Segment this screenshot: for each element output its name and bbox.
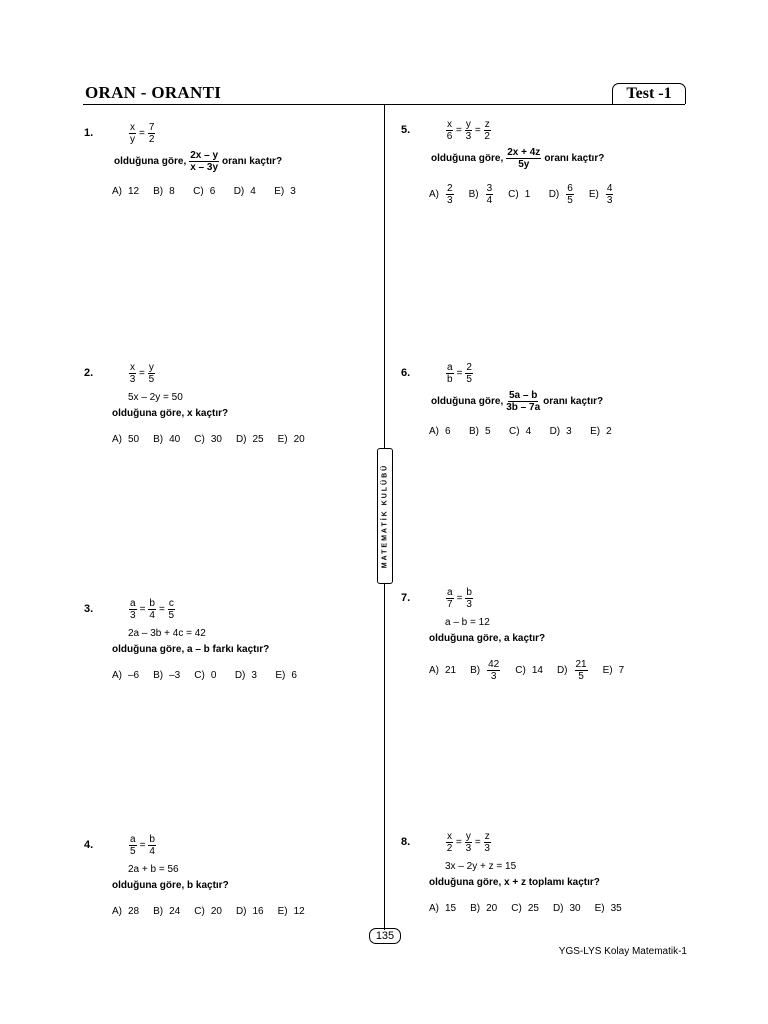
option-value: 20 (210, 906, 222, 917)
prompt-suffix: oranı kaçtır? (222, 156, 283, 167)
fraction-denominator: 5 (148, 374, 155, 385)
fraction-numerator: x (447, 119, 452, 130)
fraction-numerator: 6 (567, 183, 573, 194)
option-value: 16 (252, 906, 264, 917)
footer-text: YGS-LYS Kolay Matematik-1 (558, 946, 687, 957)
answer-option-b[interactable] (469, 183, 495, 206)
fraction (506, 147, 541, 170)
fraction-numerator: x (130, 362, 135, 373)
equals-sign: = (474, 837, 481, 849)
option-label: E) (277, 906, 288, 917)
answer-option-e[interactable] (274, 186, 300, 197)
option-label: D) (234, 670, 246, 681)
answer-option-e[interactable] (595, 903, 622, 914)
question-number: 5. (401, 124, 411, 136)
option-label: A) (429, 426, 439, 437)
test-badge: Test -1 (612, 83, 686, 104)
given-ratio (445, 587, 474, 610)
fraction-numerator: a (447, 587, 453, 598)
fraction (446, 587, 454, 610)
answer-option-d[interactable] (236, 906, 264, 917)
fraction (148, 122, 156, 145)
fraction-denominator: 4 (486, 195, 493, 206)
answer-option-b[interactable] (153, 670, 180, 681)
fraction-numerator: 2x + 4z (507, 147, 541, 158)
page-title: ORAN - ORANTI (85, 83, 222, 102)
answer-option-a[interactable] (429, 659, 456, 682)
answer-option-c[interactable] (509, 426, 536, 437)
question-2 (84, 362, 374, 472)
prompt-text: olduğuna göre, a kaçtır? (429, 633, 546, 644)
option-label: A) (429, 665, 439, 676)
equals-sign: = (139, 128, 145, 140)
fraction-numerator: x (130, 122, 135, 133)
option-value: 28 (128, 906, 140, 917)
option-value: 24 (169, 906, 181, 917)
option-label: B) (470, 903, 481, 914)
answer-option-b[interactable] (153, 906, 180, 917)
answer-option-a[interactable] (429, 426, 455, 437)
fraction-denominator: 6 (446, 131, 453, 142)
fraction (446, 183, 454, 206)
given-ratio (445, 119, 492, 142)
fraction (168, 598, 175, 621)
fraction (465, 587, 473, 610)
option-value: –6 (128, 670, 140, 681)
given-equation: 2a – 3b + 4c = 42 (128, 628, 206, 639)
question-number: 4. (84, 839, 94, 851)
answer-option-b[interactable] (469, 426, 495, 437)
option-value: 6 (209, 186, 216, 197)
fraction (446, 362, 454, 385)
fraction (129, 834, 137, 857)
given-ratio (128, 362, 156, 385)
answer-option-d[interactable] (550, 426, 577, 437)
fraction-denominator: 3 (447, 195, 453, 206)
fraction-numerator: 2 (466, 362, 472, 373)
question-prompt (429, 390, 605, 413)
fraction-numerator: 42 (488, 659, 500, 670)
fraction (148, 834, 156, 857)
option-value: 0 (210, 670, 217, 681)
answer-option-a[interactable] (429, 903, 456, 914)
equals-sign: = (139, 368, 145, 380)
fraction-denominator: 2 (446, 843, 453, 854)
fraction-denominator: 3 (484, 843, 490, 854)
fraction-numerator: a (130, 834, 136, 845)
fraction (446, 119, 453, 142)
answer-option-c[interactable] (515, 659, 543, 682)
option-value: 14 (531, 665, 543, 676)
answer-options (429, 426, 630, 437)
option-value: 7 (618, 665, 625, 676)
given-ratio (445, 362, 474, 385)
fraction (606, 183, 614, 206)
fraction (129, 598, 137, 621)
answer-option-b[interactable] (470, 903, 497, 914)
question-number: 3. (84, 603, 94, 615)
option-label: C) (515, 665, 526, 676)
given-equation: 3x – 2y + z = 15 (445, 861, 517, 872)
option-label: D) (549, 426, 561, 437)
answer-options (429, 183, 628, 206)
fraction-denominator: 4 (149, 846, 155, 857)
answer-options (112, 670, 315, 681)
fraction (129, 122, 136, 145)
option-label: C) (194, 906, 205, 917)
option-value: 3 (290, 186, 296, 197)
fraction-numerator: 2x – y (190, 150, 219, 161)
option-label: C) (508, 189, 519, 200)
fraction-denominator: 5 (578, 671, 584, 682)
option-label: D) (556, 665, 568, 676)
fraction-numerator: y (465, 119, 471, 130)
question-prompt (429, 877, 600, 888)
fraction-denominator: b (447, 374, 453, 385)
prompt-text: olduğuna göre, x kaçtır? (112, 408, 229, 419)
question-prompt (112, 880, 229, 891)
option-label: D) (552, 903, 564, 914)
fraction-numerator: x (447, 831, 452, 842)
answer-option-c[interactable] (194, 906, 222, 917)
question-number: 1. (84, 127, 94, 139)
fraction-numerator: y (465, 831, 471, 842)
prompt-prefix: olduğuna göre, (431, 153, 504, 164)
answer-options (112, 186, 314, 197)
fraction-denominator: 5 (466, 374, 472, 385)
fraction-denominator: 2 (148, 134, 155, 145)
fraction-numerator: b (149, 598, 155, 609)
fraction (487, 659, 500, 682)
option-label: D) (235, 434, 247, 445)
equals-sign: = (474, 125, 481, 137)
fraction-numerator: 4 (606, 183, 613, 194)
option-value: 3 (566, 426, 572, 437)
fraction-denominator: 3 (466, 599, 472, 610)
given-equation: a – b = 12 (445, 617, 490, 628)
fraction (486, 183, 494, 206)
answer-option-d[interactable] (557, 659, 589, 682)
answer-option-a[interactable] (112, 670, 139, 681)
fraction-numerator: b (466, 587, 472, 598)
option-label: D) (233, 186, 245, 197)
fraction (148, 362, 155, 385)
question-prompt (112, 644, 269, 655)
option-value: 1 (524, 189, 531, 200)
option-label: B) (153, 186, 164, 197)
fraction-numerator: 3 (486, 183, 493, 194)
answer-options (429, 903, 636, 914)
option-label: E) (588, 189, 599, 200)
option-label: A) (429, 903, 439, 914)
answer-option-d[interactable] (549, 183, 575, 206)
question-5 (401, 119, 691, 229)
option-value: 12 (128, 186, 140, 197)
fraction-numerator: y (148, 362, 154, 373)
answer-option-a[interactable] (112, 186, 139, 197)
fraction-numerator: 21 (575, 659, 587, 670)
option-value: 21 (445, 665, 457, 676)
prompt-suffix: oranı kaçtır? (543, 396, 604, 407)
answer-option-a[interactable] (112, 434, 139, 445)
option-label: C) (193, 186, 204, 197)
given-equation: 2a + b = 56 (128, 864, 179, 875)
option-label: A) (112, 186, 122, 197)
answer-option-c[interactable] (193, 186, 220, 197)
option-value: 25 (527, 903, 539, 914)
option-label: B) (153, 434, 164, 445)
answer-option-c[interactable] (508, 183, 535, 206)
fraction (484, 119, 491, 142)
equals-sign: = (158, 604, 165, 616)
option-value: 6 (445, 426, 451, 437)
question-prompt (112, 150, 284, 173)
option-value: 35 (610, 903, 622, 914)
answer-option-e[interactable] (590, 426, 616, 437)
fraction-numerator: 7 (148, 122, 155, 133)
fraction-numerator: 2 (447, 183, 453, 194)
fraction-numerator: 5a – b (509, 390, 538, 401)
option-label: E) (590, 426, 601, 437)
prompt-text: olduğuna göre, a – b farkı kaçtır? (112, 644, 270, 655)
fraction (484, 831, 491, 854)
option-value: 50 (128, 434, 140, 445)
option-label: E) (602, 665, 613, 676)
answer-option-d[interactable] (553, 903, 581, 914)
option-value: –3 (169, 670, 181, 681)
fraction-denominator: 5 (567, 195, 573, 206)
fraction (189, 150, 219, 173)
fraction-numerator: z (484, 831, 490, 842)
fraction (506, 390, 540, 413)
fraction-denominator: 3b – 7a (506, 402, 541, 413)
fraction-denominator: 5 (168, 610, 175, 621)
option-label: C) (194, 434, 205, 445)
answer-option-c[interactable] (511, 903, 539, 914)
option-value: 5 (485, 426, 491, 437)
fraction (465, 362, 473, 385)
question-8 (401, 831, 691, 941)
option-value: 6 (291, 670, 297, 681)
fraction (446, 831, 453, 854)
answer-option-a[interactable] (112, 906, 139, 917)
option-label: A) (112, 670, 122, 681)
question-number: 2. (84, 367, 94, 379)
answer-option-a[interactable] (429, 183, 455, 206)
given-ratio (128, 598, 176, 621)
side-label-text: MATEMATİK KULÜBÜ (381, 463, 389, 569)
option-label: E) (277, 434, 288, 445)
fraction-denominator: 3 (465, 843, 472, 854)
given-ratio (445, 831, 492, 854)
fraction-numerator: b (149, 834, 155, 845)
option-value: 4 (250, 186, 256, 197)
fraction-denominator: 3 (129, 374, 136, 385)
answer-option-c[interactable] (194, 434, 222, 445)
option-value: 25 (252, 434, 264, 445)
equals-sign: = (456, 593, 463, 605)
option-value: 4 (525, 426, 532, 437)
option-label: E) (274, 186, 285, 197)
option-label: B) (469, 426, 479, 437)
fraction-denominator: y (130, 134, 135, 145)
option-value: 12 (293, 906, 305, 917)
option-label: D) (235, 906, 247, 917)
question-number: 6. (401, 367, 411, 379)
given-ratio (128, 834, 157, 857)
question-4 (84, 834, 374, 944)
equals-sign: = (456, 368, 463, 380)
fraction-numerator: a (447, 362, 453, 373)
question-prompt (429, 633, 545, 644)
option-label: A) (429, 189, 439, 200)
page-number: 135 (369, 928, 401, 944)
answer-options (112, 906, 319, 917)
option-label: B) (153, 670, 164, 681)
answer-option-b[interactable] (470, 659, 501, 682)
question-1 (84, 122, 374, 232)
answer-option-d[interactable] (235, 670, 262, 681)
fraction-denominator: 2 (484, 131, 490, 142)
option-label: C) (194, 670, 205, 681)
option-label: C) (509, 426, 520, 437)
fraction-denominator: 7 (447, 599, 453, 610)
fraction-denominator: 4 (149, 610, 155, 621)
equals-sign: = (456, 125, 462, 137)
answer-option-e[interactable] (603, 659, 629, 682)
option-value: 30 (210, 434, 222, 445)
option-value: 40 (169, 434, 181, 445)
fraction (129, 362, 136, 385)
question-number: 8. (401, 836, 411, 848)
prompt-prefix: olduğuna göre, (114, 156, 187, 167)
answer-option-e[interactable] (278, 906, 305, 917)
answer-option-e[interactable] (589, 183, 615, 206)
prompt-suffix: oranı kaçtır? (544, 153, 605, 164)
prompt-text: olduğuna göre, b kaçtır? (112, 880, 229, 891)
question-number: 7. (401, 592, 411, 604)
option-value: 20 (293, 434, 305, 445)
fraction (465, 119, 472, 142)
question-3 (84, 598, 374, 708)
answer-option-c[interactable] (194, 670, 221, 681)
option-value: 2 (606, 426, 612, 437)
answer-option-e[interactable] (278, 434, 305, 445)
given-ratio (128, 122, 156, 145)
answer-option-b[interactable] (153, 434, 180, 445)
fraction-denominator: 5 (130, 846, 136, 857)
option-label: C) (511, 903, 522, 914)
given-equation: 5x – 2y = 50 (128, 392, 183, 403)
fraction (148, 598, 156, 621)
answer-option-e[interactable] (275, 670, 301, 681)
fraction-denominator: x – 3y (190, 162, 219, 173)
question-7 (401, 587, 691, 697)
equals-sign: = (139, 840, 146, 852)
fraction-denominator: 3 (465, 131, 472, 142)
fraction (465, 831, 472, 854)
option-label: D) (548, 189, 560, 200)
option-value: 15 (445, 903, 457, 914)
option-label: E) (594, 903, 605, 914)
equals-sign: = (139, 604, 146, 616)
option-label: A) (112, 434, 122, 445)
option-value: 3 (251, 670, 257, 681)
option-label: A) (112, 906, 122, 917)
option-value: 30 (569, 903, 581, 914)
side-label-box (377, 448, 393, 584)
option-label: B) (470, 665, 481, 676)
equals-sign: = (456, 837, 462, 849)
answer-options (112, 434, 319, 445)
question-6 (401, 362, 691, 472)
fraction (575, 659, 588, 682)
question-prompt (429, 147, 606, 170)
option-label: B) (468, 189, 479, 200)
option-value: 8 (169, 186, 175, 197)
answer-option-b[interactable] (153, 186, 179, 197)
fraction-denominator: 3 (130, 610, 136, 621)
fraction-denominator: 3 (490, 671, 497, 682)
fraction-numerator: a (130, 598, 136, 609)
fraction-numerator: c (168, 598, 174, 609)
option-label: B) (153, 906, 164, 917)
option-value: 20 (486, 903, 498, 914)
question-prompt (112, 408, 228, 419)
prompt-text: olduğuna göre, x + z toplamı kaçtır? (429, 877, 600, 888)
answer-options (429, 659, 643, 682)
fraction (566, 183, 574, 206)
answer-option-d[interactable] (234, 186, 261, 197)
option-label: E) (275, 670, 286, 681)
prompt-prefix: olduğuna göre, (431, 396, 504, 407)
answer-option-d[interactable] (236, 434, 264, 445)
fraction-denominator: 3 (606, 195, 613, 206)
fraction-denominator: 5y (518, 159, 530, 170)
fraction-numerator: z (484, 119, 490, 130)
